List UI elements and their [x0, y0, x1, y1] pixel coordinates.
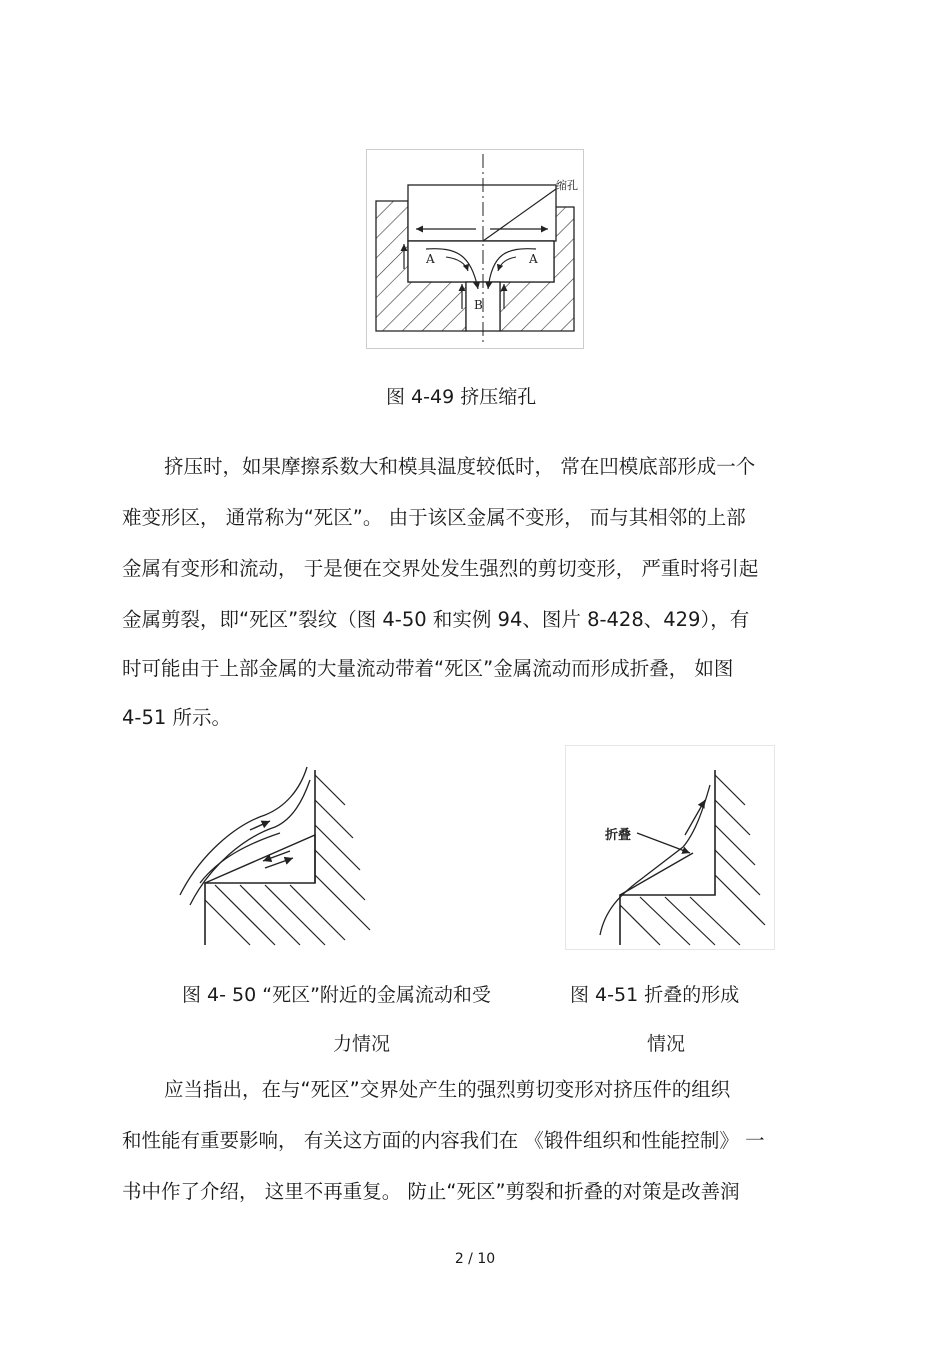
figure-4-49-caption: 图 4-49 挤压缩孔	[386, 386, 537, 408]
figure-4-49-diagram	[366, 149, 584, 349]
paragraph-1-line-4: 金属剪裂，即“死区”裂纹（图 4-50 和实例 94、图片 8-428、429），有	[122, 608, 750, 631]
label-fold: 折叠	[605, 828, 632, 843]
paragraph-2-line-3: 书中作了介绍， 这里不再重复。 防止“死区”剪裂和折叠的对策是改善润	[122, 1180, 740, 1203]
paragraph-1-line-6: 4-51 所示。	[122, 706, 231, 729]
label-zone-a-left: A	[426, 252, 435, 266]
paragraph-1-line-1: 挤压时，如果摩擦系数大和模具温度较低时， 常在凹模底部形成一个	[164, 455, 756, 478]
label-zone-b: B	[474, 298, 483, 312]
figure-4-50-diagram	[175, 745, 405, 950]
figure-4-51-caption-line-2: 情况	[647, 1033, 686, 1055]
figure-4-50-caption-line-1: 图 4- 50 “死区”附近的金属流动和受	[182, 984, 491, 1006]
figure-4-51-diagram	[565, 745, 775, 950]
paragraph-2-line-2: 和性能有重要影响， 有关这方面的内容我们在 《锻件组织和性能控制》 一	[122, 1129, 765, 1152]
paragraph-1-line-5: 时可能由于上部金属的大量流动带着“死区”金属流动而形成折叠， 如图	[122, 657, 734, 680]
paragraph-2-line-1: 应当指出，在与“死区”交界处产生的强烈剪切变形对挤压件的组织	[164, 1078, 731, 1101]
label-shrink-hole: 缩孔	[556, 179, 578, 192]
figure-4-51-caption-line-1: 图 4-51 折叠的形成	[570, 984, 740, 1006]
paragraph-1-line-3: 金属有变形和流动， 于是便在交界处发生强烈的剪切变形， 严重时将引起	[122, 557, 759, 580]
page-number: 2 / 10	[454, 1251, 496, 1267]
label-zone-a-right: A	[529, 252, 538, 266]
paragraph-1-line-2: 难变形区， 通常称为“死区”。 由于该区金属不变形， 而与其相邻的上部	[122, 506, 746, 529]
figure-4-50-caption-line-2: 力情况	[333, 1033, 391, 1055]
